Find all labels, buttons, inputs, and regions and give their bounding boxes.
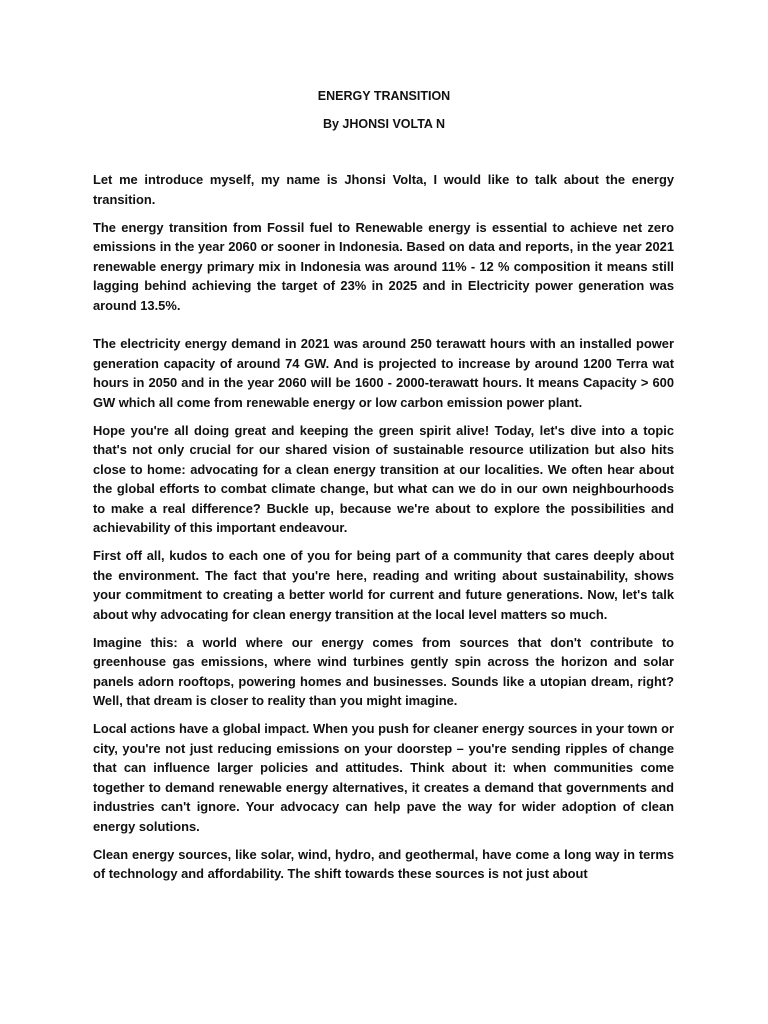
paragraph-kudos: First off all, kudos to each one of you for being part of a community that cares deeply about the environment. The fact that you're here, reading and writing about sustainability, shows your commitment to creating a better world for current and future generations. Now, let's talk about why advocating for clean energy transition at the local level matters so much. [93, 548, 674, 622]
paragraph-imagine: Imagine this: a world where our energy comes from sources that don't contribute to greenhouse gas emissions, where wind turbines gently spin across the horizon and solar panels adorn rooftops, powering homes and businesses. Sounds like a utopian dream, right? Well, that dream is closer to reality than you might imagine. [93, 634, 674, 708]
paragraph-intro: Let me introduce myself, my name is Jhonsi Volta, I would like to talk about the energy transition. [93, 172, 674, 207]
document-title: ENERGY TRANSITION [317, 89, 451, 103]
paragraph-local-actions: Local actions have a global impact. When you push for cleaner energy sources in your town or city, you're not just reducing emissions on your doorstep – you're sending ripples of change that can influence larger policies and attitudes. Think about it: when communities come together to demand renewable energy alternatives, it creates a demand that governments and industries can't ignore. Your advocacy can help pave the way for wider adoption of clean energy solutions. [93, 721, 674, 834]
document-body [93, 170, 674, 892]
paragraph-clean-energy-sources: Clean energy sources, like solar, wind, hydro, and geothermal, have come a long way in terms of technology and affordability. The shift towards these sources is not just about [93, 846, 674, 881]
paragraph-energy-transition: The energy transition from Fossil fuel to Renewable energy is essential to achieve net zero emissions in the year 2060 or sooner in Indonesia. Based on data and reports, in the year 2021 renewable energy primary mix in Indonesia was around 11% - 12 % composition it means still lagging behind achieving the target of 23% in 2025 and in Electricity power generation was around 13.5%. [93, 219, 674, 313]
paragraph-electricity-demand: The electricity energy demand in 2021 was around 250 terawatt hours with an installed power generation capacity of around 74 GW. And is projected to increase by around 1200 Terra wat hours in 2050 and in the year 2060 will be 1600 - 2000-terawatt hours. It means Capacity > 600 GW which all come from renewable energy or low carbon emission power plant. [93, 336, 674, 410]
paragraph-green-spirit: Hope you're all doing great and keeping the green spirit alive! Today, let's dive into a topic that's not only crucial for our shared vision of sustainable resource utilization but also hits close to home: advocating for a clean energy transition at our localities. We often hear about the global efforts to combat climate change, but what can we do in our own neighbourhoods to make a real difference? Buckle up, because we're about to explore the possibilities and achievability of this important endeavour. [93, 422, 674, 535]
author-byline: By JHONSI VOLTA N [322, 117, 445, 131]
